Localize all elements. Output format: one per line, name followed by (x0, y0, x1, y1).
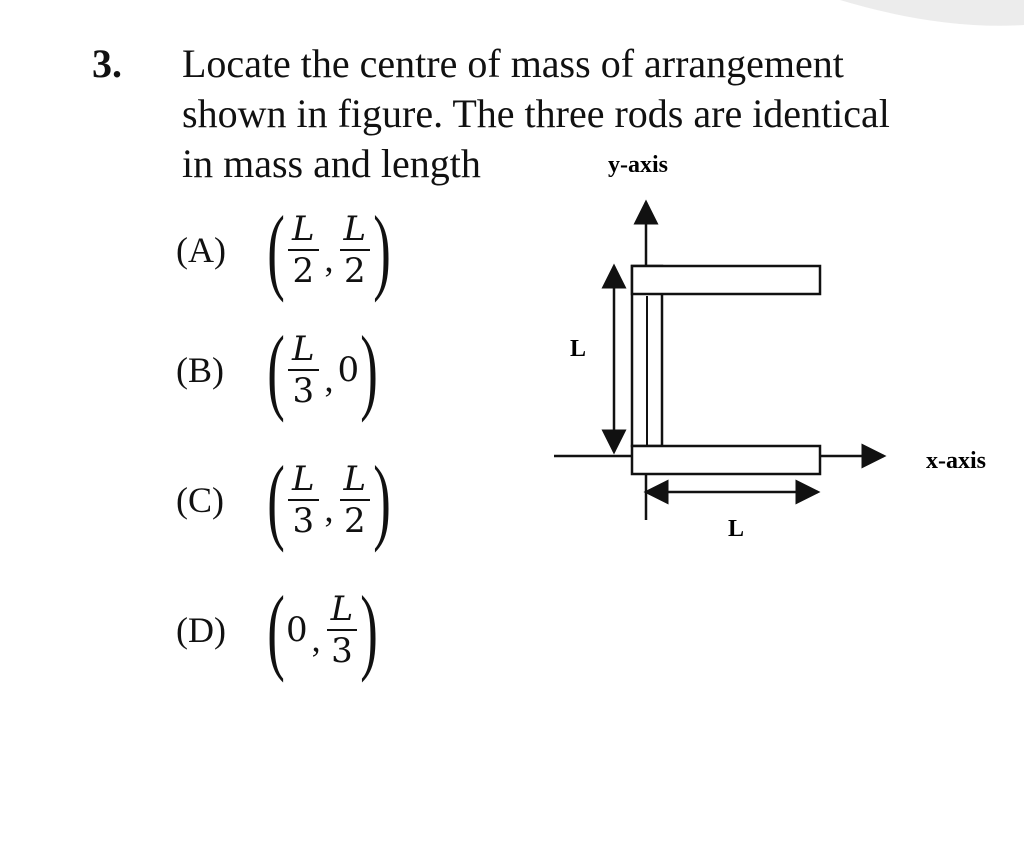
y-axis-label: y-axis (608, 152, 668, 178)
horizontal-length-label: L (728, 516, 745, 542)
comma: , (324, 489, 334, 529)
option-a-math (267, 196, 391, 303)
value: 0 (285, 610, 308, 650)
fraction (327, 589, 358, 671)
fraction (340, 459, 371, 541)
fraction (288, 209, 319, 291)
comma: , (324, 359, 334, 399)
fraction (288, 329, 319, 411)
numerator: L (327, 589, 358, 631)
option-d-label: (D) (176, 610, 226, 650)
option-b-label: (B) (176, 350, 224, 390)
rod-arrangement-figure (540, 150, 1020, 550)
close-paren: ) (360, 576, 378, 683)
close-paren: ) (373, 446, 391, 553)
comma: , (311, 619, 321, 659)
numerator: L (340, 209, 371, 251)
option-b[interactable] (176, 315, 377, 425)
top-rod (632, 266, 820, 294)
numerator: L (340, 459, 371, 501)
option-c[interactable] (176, 445, 390, 555)
option-a-label: (A) (176, 230, 226, 270)
option-c-label: (C) (176, 480, 224, 520)
question-line-2: shown in figure. The three rods are identical (182, 91, 890, 136)
close-paren: ) (360, 316, 378, 423)
numerator: L (288, 329, 319, 371)
value: 0 (337, 350, 360, 390)
denominator: 3 (292, 371, 315, 411)
denominator: 3 (331, 631, 353, 671)
open-paren: ( (267, 196, 285, 303)
option-d[interactable] (176, 575, 377, 685)
option-c-math (267, 446, 391, 553)
option-b-math (267, 316, 378, 423)
option-d-math (267, 576, 378, 683)
bottom-rod (632, 446, 820, 474)
denominator: 2 (344, 501, 366, 541)
denominator: 2 (292, 251, 315, 291)
denominator: 2 (344, 251, 366, 291)
open-paren: ( (267, 316, 285, 423)
fraction (340, 209, 371, 291)
numerator: L (288, 459, 319, 501)
question-line-3: in mass and length (182, 141, 481, 186)
denominator: 3 (292, 501, 315, 541)
question-number: 3. (92, 41, 122, 86)
open-paren: ( (267, 446, 285, 553)
question-line-1: Locate the centre of mass of arrangement (182, 41, 844, 86)
comma: , (324, 239, 334, 279)
option-a[interactable] (176, 195, 390, 305)
vertical-length-label: L (570, 336, 587, 362)
fraction (288, 459, 319, 541)
close-paren: ) (373, 196, 391, 303)
open-paren: ( (267, 576, 285, 683)
numerator: L (288, 209, 319, 251)
x-axis-label: x-axis (926, 448, 986, 474)
